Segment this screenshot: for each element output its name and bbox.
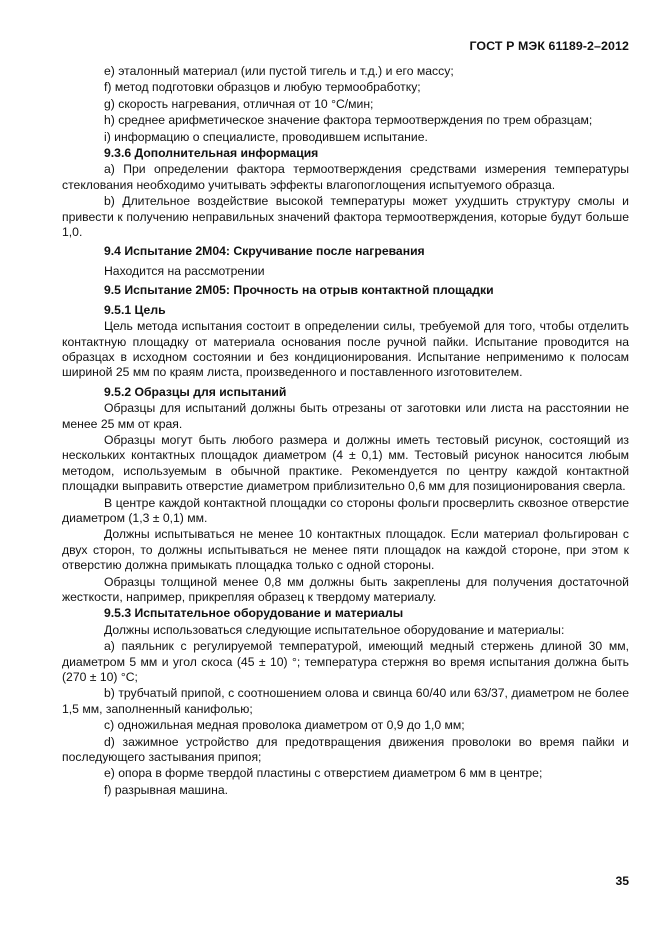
- paragraph: b) Длительное воздействие высокой температуры может ухудшить структуру смолы и привести к получению неправильных значений фактора термоотверждения, которые будут больше 1,0.: [62, 194, 629, 240]
- paragraph: Находится на рассмотрении: [104, 263, 265, 278]
- paragraph: i) информацию о специалисте, проводившем испытание.: [104, 129, 428, 144]
- paragraph: b) трубчатый припой, с соотношением олова и свинца 60/40 или 63/37, диаметром не более 1,5 мм, заполненный канифолью;: [62, 686, 629, 716]
- paragraph: В центре каждой контактной площадки со стороны фольги просверлить сквозное отверстие диаметром (1,3 ± 0,1) мм.: [62, 495, 629, 525]
- paragraph: e) эталонный материал (или пустой тигель и т.д.) и его массу;: [104, 64, 454, 78]
- section-heading: 9.4 Испытание 2М04: Скручивание после нагревания: [104, 244, 425, 259]
- paragraph: a) При определении фактора термоотверждения средствами измерения температуры стеклования необходимо учитывать эффекты влагопоглощения испытуемого образца.: [62, 162, 629, 192]
- paragraph: Образцы для испытаний должны быть отрезаны от заготовки или листа на расстоянии не менее 25 мм от края.: [62, 401, 629, 431]
- paragraph: h) среднее арифметическое значение фактора термоотверждения по трем образцам;: [104, 113, 593, 128]
- paragraph: c) одножильная медная проволока диаметром от 0,9 до 1,0 мм;: [104, 718, 465, 733]
- document-body: [62, 64, 629, 798]
- paragraph: Цель метода испытания состоит в определении силы, требуемой для того, чтобы отделить контактную площадку от материала основания после ручной пайки. Испытание проводится на образцах в исходном состоянии и без кондиционирования. Испытание неприменимо к полосам шириной 25 мм по краям листа, произведенного и поставленного изготовителем.: [62, 319, 629, 380]
- paragraph: a) паяльник с регулируемой температурой, имеющий медный стержень длиной 30 мм, диаметром 5 мм и угол скоса (45 ± 10) °; температура стержня во время испытания должна быть (270 ± 10) °С;: [62, 639, 629, 685]
- document-code-header: ГОСТ Р МЭК 61189-2–2012: [469, 39, 629, 53]
- paragraph: g) скорость нагревания, отличная от 10 °С/мин;: [104, 96, 374, 111]
- section-heading: 9.5.2 Образцы для испытаний: [104, 384, 287, 399]
- section-heading: 9.5.3 Испытательное оборудование и материалы: [104, 606, 404, 621]
- paragraph: Образцы могут быть любого размера и должны иметь тестовый рисунок, состоящий из нескольких контактных площадок диаметром (4 ± 0,1) мм. Тестовый рисунок наносится любым методом, используемым в обычной практике. Рекомендуется по центру каждой контактной площадки выправить отверстие диаметром приблизительно 0,6 мм для позиционирования сверла.: [62, 432, 629, 494]
- section-heading: 9.5.1 Цель: [104, 302, 166, 317]
- section-heading: 9.3.6 Дополнительная информация: [104, 146, 319, 161]
- paragraph: Должны использоваться следующие испытательное оборудование и материалы:: [104, 622, 565, 637]
- paragraph: d) зажимное устройство для предотвращения движения проволоки во время пайки и последующего застывания припоя;: [62, 734, 629, 765]
- paragraph: Образцы толщиной менее 0,8 мм должны быть закреплены для получения достаточной жесткости, например, прикрепляя образец к твердому материалу.: [62, 574, 629, 604]
- paragraph: Должны испытываться не менее 10 контактных площадок. Если материал фольгирован с двух сторон, то должны испытываться не менее пяти площадок на каждой стороне, при этом к отверстию должна примыкать площадка только с одной стороны.: [62, 527, 629, 573]
- section-heading: 9.5 Испытание 2М05: Прочность на отрыв контактной площадки: [104, 283, 494, 298]
- paragraph: f) метод подготовки образцов и любую термообработку;: [104, 80, 421, 95]
- paragraph: f) разрывная машина.: [104, 782, 228, 797]
- page-number: 35: [615, 873, 629, 888]
- paragraph: e) опора в форме твердой пластины с отверстием диаметром 6 мм в центре;: [104, 766, 543, 781]
